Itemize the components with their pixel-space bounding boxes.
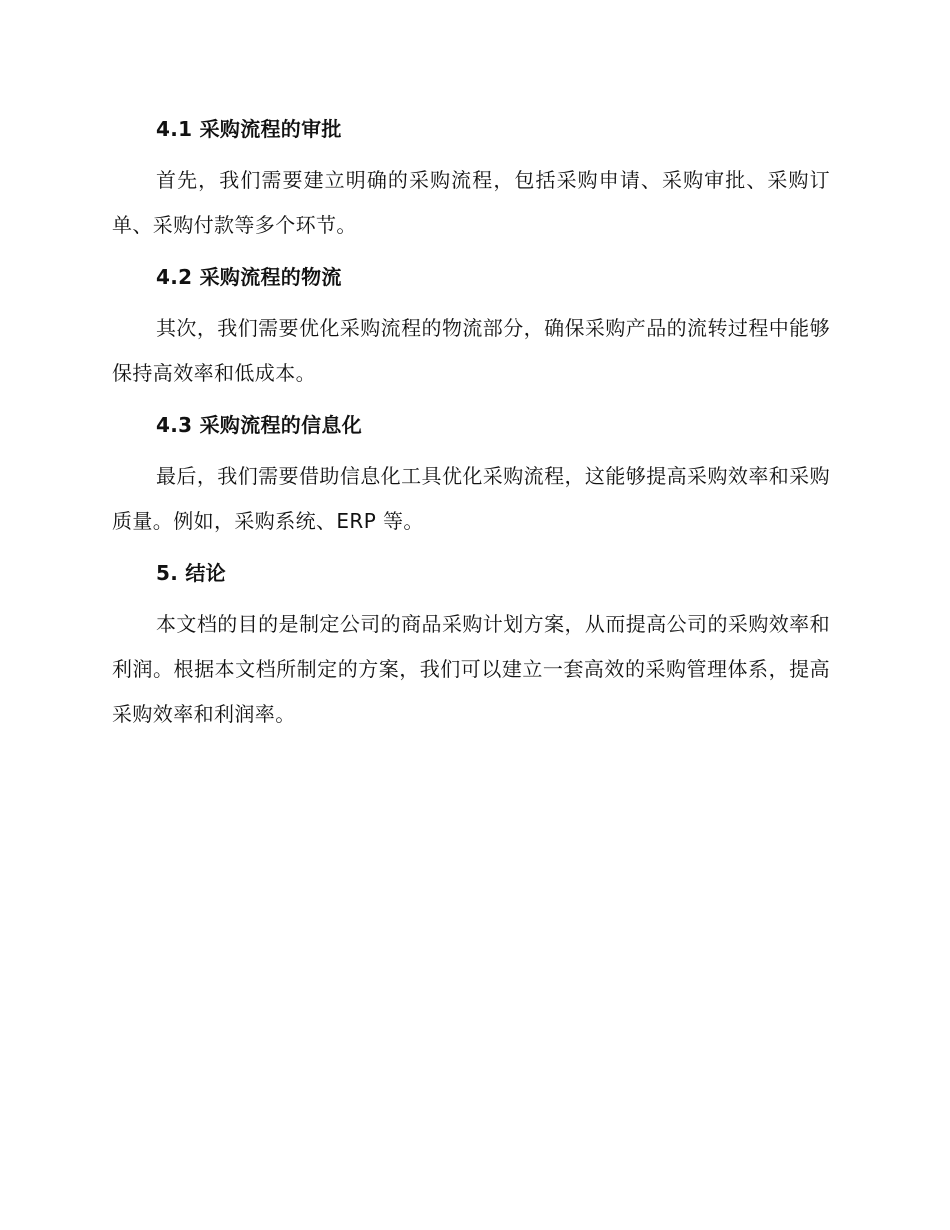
section-heading-conclusion: 5. 结论: [156, 561, 226, 585]
section-body-4-1: 首先，我们需要建立明确的采购流程，包括采购申请、采购审批、采购订单、采购付款等多个环节。: [112, 168, 830, 237]
section-body-4-2: 其次，我们需要优化采购流程的物流部分，确保采购产品的流转过程中能够保持高效率和低成本。: [112, 316, 830, 385]
section-heading-4-1: 4.1 采购流程的审批: [156, 117, 342, 141]
section-body-conclusion: 本文档的目的是制定公司的商品采购计划方案，从而提高公司的采购效率和利润。根据本文档所制定的方案，我们可以建立一套高效的采购管理体系，提高采购效率和利润率。: [112, 612, 830, 726]
section-heading-4-2: 4.2 采购流程的物流: [156, 265, 342, 289]
section-heading-4-3: 4.3 采购流程的信息化: [156, 413, 362, 437]
section-body-4-3: 最后，我们需要借助信息化工具优化采购流程，这能够提高采购效率和采购质量。例如，采购系统、ERP 等。: [112, 464, 830, 533]
document-content: [112, 112, 830, 749]
